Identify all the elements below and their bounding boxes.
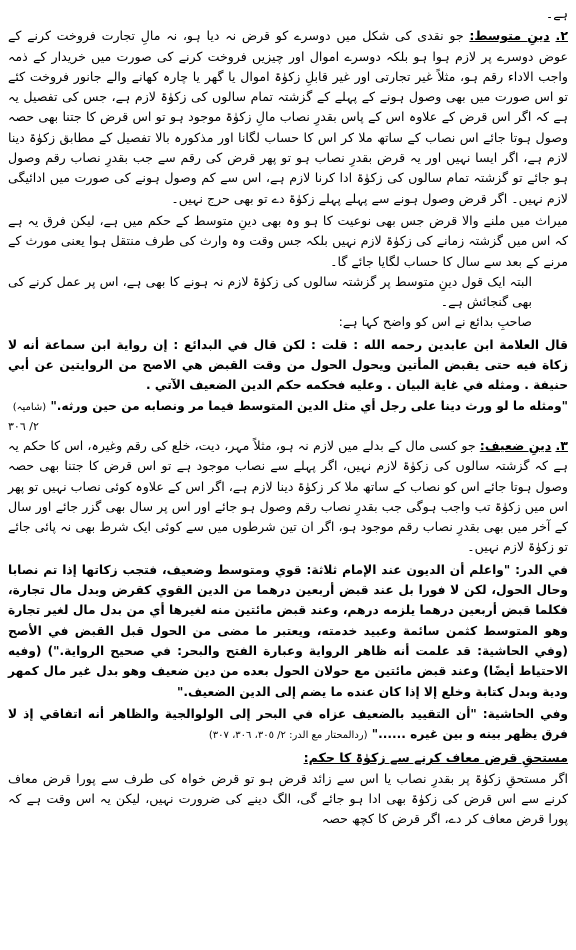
- section-2-heading: دینِ متوسط:: [469, 28, 550, 44]
- section-3-text: جو کسی مال کے بدلے میں لازم نہ ہو، مثلاً مہر، دیت، خلع کی رقم وغیرہ، اس کا حکم یہ ہے کہ گزشتہ سالوں کی زکوٰۃ لازم نہیں، اگر پہلے سے نصاب موجود ہے تو اس قرض کا جتنا بھی حصہ وصول ہوتا جائے اس کو نصاب کے ساتھ ملا کر زکوٰۃ دینا لازم ہے، اگر اس کے علاوہ کوئی نصاب نہیں تو پھر اس میں زکوٰۃ تب واجب ہوگی جب بقدرِ نصاب رقم وصول ہو جائے اور اس پر سال بھی گزر جائے اور سال کے آخر میں بھی بقدرِ نصاب رقم موجود ہو، اگر ان تین شرطوں میں سے کوئی ایک شرط بھی نہ پائی جائے تو زکوٰۃ لازم نہیں۔: [8, 437, 568, 555]
- reference-raddulmuhtar: (ردالمحتار مع الدر: ٢/ ٣٠٥، ٣٠٦، ٣٠٧): [208, 730, 368, 742]
- page-reference: ٢/ ٣٠٦: [8, 419, 39, 433]
- reference-shami: (شامیہ): [12, 401, 47, 413]
- fi-alhashiya-text: "أن التقييد بالضعيف عزاه في البحر إلى الولوالجية والظاهر أنه اتفاقي إذ لا فرق يظهر بينه و بين غيره ......": [8, 706, 568, 742]
- fi-aldurr-quote: [8, 560, 568, 702]
- fi-alhashiya-label: وفي الحاشية:: [482, 706, 568, 721]
- badai-paragraph: صاحبِ بدائع نے اس کو واضح کہا ہے:: [338, 314, 532, 330]
- final-section-heading: مستحقِ قرض معاف کرنے سے زکوٰۃ کا حکم:: [303, 750, 568, 766]
- section-3-paragraph: [8, 436, 568, 558]
- section-2-text: جو نقدی کی شکل میں دوسرے کو قرض نہ دیا ہو، نہ مالِ تجارت فروخت کرنے کے عوض دوسرے پر لازم ہوا ہو بلکہ دوسرے اموال اور چیزیں فروخت کرنے کی صورت میں خریدار کے ذمہ واجب الاداء رقم ہو، مثلاً غیر تجارتی اور غیر قابلِ زکوٰۃ اموال یا گھر یا چارہ کھانے والے جانور فروخت کئے تو اس صورت میں بھی وصول ہونے کے پہلے کے گزشتہ تمام سالوں کی زکوٰۃ لازم ہے، جس کی تفصیل یہ ہے کہ اگر اس قرض کے علاوہ اس کے پاس بقدرِ نصاب مالِ زکوٰۃ موجود ہو تو اس قرض کا جتنا بھی حصہ وصول ہوتا جائے اس نصاب کے ساتھ ملا کر اس کا حساب لگانا اور مذکورہ بالا تفصیل کے مطابق زکوٰۃ دینا لازم ہے، اگر ایسا نہیں اور یہ قرض بقدرِ نصاب ہو تو پھر قرض کی رقم سے جب بقدرِ نصاب رقم وصول ہو جائے تو گزشتہ تمام سالوں کی زکوٰۃ ادا کرنا لازم ہے، اس سے کم وصول ہونے کی صورت میں ادائیگی لازم نہیں۔ اگر قرض وصول ہونے سے پہلے پہلے زکوٰۃ دے تو بھی حرج نہیں۔: [8, 28, 568, 206]
- fi-aldurr-text: "واعلم أن الديون عند الإمام ثلاثة: قوي ومتوسط وضعيف، فتجب زكاتها إذا تم نصابا وحال الحول، لكن لا فورا بل عند قبض أربعين درهما من الدين القوي كقرض وبدل مال تجارة، فكلما قبض أربعين درهما يلزمه درهم، وعند قبض مائتين منه لغيرها أي من بدل مال لغير تجارة وهو المتوسط كثمن سائمة وعبيد خدمته، ويعتبر ما مضى من الحول قبل القبض في الأصح (وفي الحاشية: قد علمت أنه ظاهر الرواية وعبارة الفتح والبحر: في صحيح الرواية.") (وفيه الاحتياط أيضًا) وعند قبض مائتين مع حولان الحول بعده من دين ضعيف وهو بدل غير مال كمهر ودية وبدل كتابة وخلع إلا إذا كان عنده ما يضم إلى الدين الضعيف.": [8, 562, 568, 699]
- fi-alhashiya-quote: [8, 704, 568, 747]
- section-2-number: ۲.: [555, 28, 568, 44]
- fi-aldurr-label: في الدر:: [515, 562, 569, 577]
- section-3-heading: دینِ ضعیف:: [479, 437, 552, 453]
- arabic-quote-inheritance: [8, 396, 568, 418]
- section-2-paragraph: [8, 26, 568, 209]
- section-3-number: ۳.: [555, 437, 568, 453]
- final-paragraph: اگر مستحقِ زکوٰۃ پر بقدرِ نصاب یا اس سے زائد قرض ہو تو قرض خواہ کی طرف سے پورا قرض معاف کرنے سے اس قرض کی زکوٰۃ بھی ادا ہو جائے گی، الگ دینے کی ضرورت نہیں، لیکن یہ اس وقت ہے کہ پورا قرض معاف کر دے، اگر قرض کا کچھ حصہ: [8, 770, 568, 827]
- however-paragraph: البتہ ایک قول دینِ متوسط پر گزشتہ سالوں کی زکوٰۃ لازم نہ ہونے کا بھی ہے، اس پر عمل کرنے کی بھی گنجائش ہے۔: [8, 273, 532, 310]
- inheritance-paragraph: میراث میں ملنے والا قرض جس بھی نوعیت کا ہو وہ بھی دینِ متوسط کے حکم میں ہے، لیکن فرق یہ ہے کہ اس میں گزشتہ زمانے کی زکوٰۃ لازم نہیں بلکہ جس وقت وہ وارث کی طرف منتقل ہوا یعنی مورث کے مرنے کے بعد سے سال کا حساب لگایا جائے گا۔: [8, 212, 568, 269]
- arabic-quote-inheritance-text: "ومثله ما لو ورث دينا على رجل أي مثل الدين المتوسط فيما مر ونصابه من حين ورثه.": [50, 398, 568, 413]
- arabic-quote-ibn-abidin: قال العلامة ابن عابدين رحمه الله : قلت : لكن قال في البدائع : إن رواية ابن سماعة أنه لا زكاة فيه حتى يقبض المأتين ويحول الحول من وقت القبض هي الاصح من الروايتين عن أبي حنيفة . ومثله في غاية البيان . وعليه فحكمه حكم الدين الضعيف الآتي .: [8, 337, 568, 393]
- top-fragment: ہے۔: [545, 6, 568, 21]
